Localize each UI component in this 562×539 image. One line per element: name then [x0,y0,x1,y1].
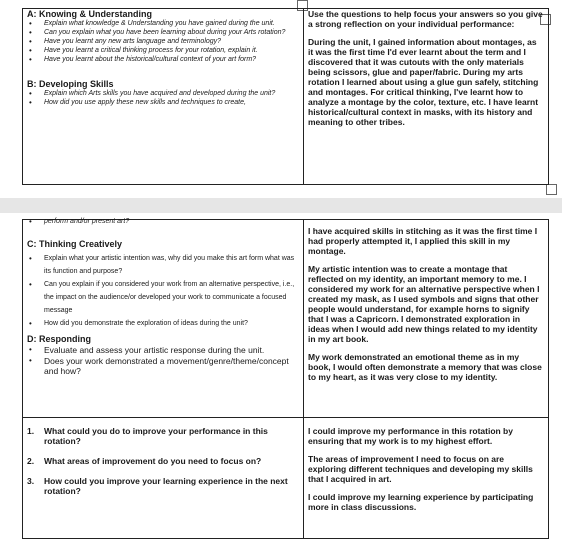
list-item: • Does your work demonstrated a movement/genre/theme/concept and how? [27,356,299,376]
answer-responding: My work demonstrated an emotional theme as in my book, I would often demonstrate a memory that was close to my heart, as it was very close to my identity. [308,352,542,382]
list-item-continued: • perform and/or present art? [27,218,299,226]
document-page-2 [0,213,562,539]
answer-question-3: I could improve my learning experience by participating more in class discussions. [308,492,534,512]
page-gap [0,198,562,213]
answers-cell-questions[interactable] [304,418,549,539]
section-d-bullets [27,345,299,376]
answer-question-1: I could improve my performance in this rotation by ensuring that my work is to my highest effort. [308,426,513,446]
list-item: • Can you explain what you have been learning about during your Arts rotation? [27,29,299,37]
list-item: • Explain which Arts skills you have acquired and developed during the unit? [27,90,299,98]
questions-cell[interactable] [23,418,304,539]
table-resize-handle-bottom[interactable] [546,184,557,195]
section-b-title: B: Developing Skills [27,79,114,89]
criteria-cell-cd[interactable] [23,220,304,418]
answer-thinking-creatively: My artistic intention was to create a montage that reflected on my identity, an important memory to me. I considered my work for an alternative perspective when I created my mask, as I used symbols and signs that other people would understand, for example horns to signify that I was a Capricorn. I demonstrated exploration in ideas when I would add new things related to my identity in my art book. [308,264,540,344]
answer-cell-ab[interactable] [304,9,549,185]
list-item: • How did you use apply these new skills and techniques to create, [27,99,299,107]
question-2: 2. What areas of improvement do you need to focus on? [27,456,262,466]
list-item: • Explain what your artistic intention was, why did you make this art form what was its function and purpose? [27,252,299,278]
list-item: • Explain what knowledge & Understanding you have gained during the unit. [27,20,299,28]
criteria-cell-ab[interactable] [23,9,304,185]
instructions-text: Use the questions to help focus your answers so you give a strong reflection on your individual performance: [308,9,543,29]
answer-cell-cd[interactable] [304,220,549,418]
list-item: • Have you learnt any new arts language and terminology? [27,38,299,46]
list-item: • Have you learnt about the historical/cultural context of your art form? [27,56,299,64]
list-item: • Have you learnt a critical thinking process for your rotation, explain it. [27,47,299,55]
question-1: 1. What could you do to improve your performance in this rotation? [27,426,268,446]
list-item: • Evaluate and assess your artistic response during the unit. [27,345,299,355]
section-c-bullets [27,252,299,330]
answer-question-2: The areas of improvement I need to focus on are exploring different techniques and developing my skills that I acquired in art. [308,454,533,484]
section-d-title: D: Responding [27,334,91,344]
section-a-title: A: Knowing & Understanding [27,9,152,19]
list-item: • How did you demonstrate the exploration of ideas during the unit? [27,317,299,330]
section-b-bullets [27,90,299,107]
section-a-bullets [27,20,299,64]
answer-knowing-understanding: During the unit, I gained information about montages, as it was the first time I'd ever learnt about the term and I discovered that it was cutouts with the only materials being scissors, glue and paper/fabric. During my arts rotation I learned about using a glue gun safely, stitching and montages. For critical thinking, I've learnt how to analyze a montage by the color, texture, etc. I have learnt historical/cultural context in masks, with its history and meaning to other tribes. [308,37,539,127]
reflection-table-page2 [22,219,549,539]
document-page-1 [0,0,562,198]
section-c-title: C: Thinking Creatively [27,239,123,249]
list-item: • Can you explain if you considered your work from an alternative perspective, i.e., the impact on the audience/or developed your work to communicate a focused message [27,278,299,317]
question-3: 3. How could you improve your learning experience in the next rotation? [27,476,288,496]
continued-bullet [27,218,299,226]
reflection-table-page1 [22,8,549,185]
answer-developing-skills: I have acquired skills in stitching as it was the first time I had properly attempted it, I applied this skill in my montage. [308,226,538,256]
